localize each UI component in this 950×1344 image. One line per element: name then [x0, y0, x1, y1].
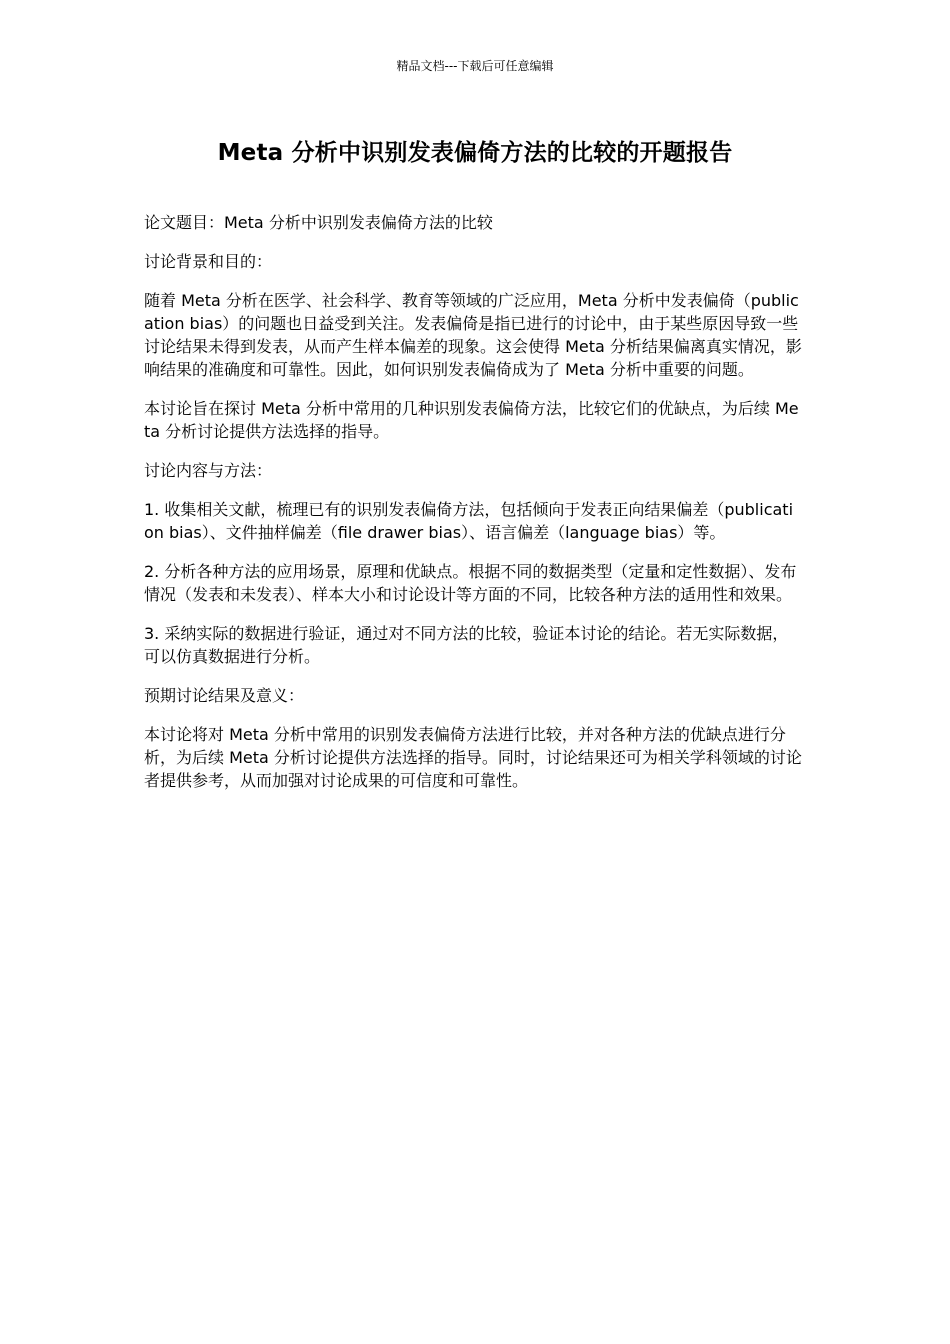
results-paragraph: 本讨论将对 Meta 分析中常用的识别发表偏倚方法进行比较，并对各种方法的优缺点进行分析，为后续 Meta 分析讨论提供方法选择的指导。同时，讨论结果还可为相关学科领域的讨论者提供参考，从而加强对讨论成果的可信度和可靠性。: [144, 725, 802, 790]
section-heading-background: 讨论背景和目的：: [144, 252, 273, 271]
section-heading-methods: 讨论内容与方法：: [144, 461, 273, 480]
document-title: Meta 分析中识别发表偏倚方法的比较的开题报告: [217, 140, 733, 166]
page-header: 精品文档---下载后可任意编辑: [396, 59, 554, 73]
purpose-paragraph: 本讨论旨在探讨 Meta 分析中常用的几种识别发表偏倚方法，比较它们的优缺点，为后续 Meta 分析讨论提供方法选择的指导。: [144, 399, 799, 441]
paper-title-line: 论文题目：Meta 分析中识别发表偏倚方法的比较: [144, 213, 493, 232]
background-paragraph: 随着 Meta 分析在医学、社会科学、教育等领域的广泛应用，Meta 分析中发表偏倚（publication bias）的问题也日益受到关注。发表偏倚是指已进行的讨论中，由于某些原因导致一些讨论结果未得到发表，从而产生样本偏差的现象。这会使得 Meta 分析结果偏离真实情况，影响结果的准确度和可靠性。因此，如何识别发表偏倚成为了 Meta 分析中重要的问题。: [144, 291, 802, 379]
section-heading-results: 预期讨论结果及意义：: [144, 686, 305, 705]
method-item-1: 1. 收集相关文献，梳理已有的识别发表偏倚方法，包括倾向于发表正向结果偏差（publication bias）、文件抽样偏差（file drawer bias）、语言偏差（language bias）等。: [144, 500, 794, 542]
method-item-3: 3. 采纳实际的数据进行验证，通过对不同方法的比较，验证本讨论的结论。若无实际数据，可以仿真数据进行分析。: [144, 624, 789, 666]
document-body: [144, 211, 802, 808]
method-item-2: 2. 分析各种方法的应用场景，原理和优缺点。根据不同的数据类型（定量和定性数据）、发布情况（发表和未发表）、样本大小和讨论设计等方面的不同，比较各种方法的适用性和效果。: [144, 562, 797, 604]
